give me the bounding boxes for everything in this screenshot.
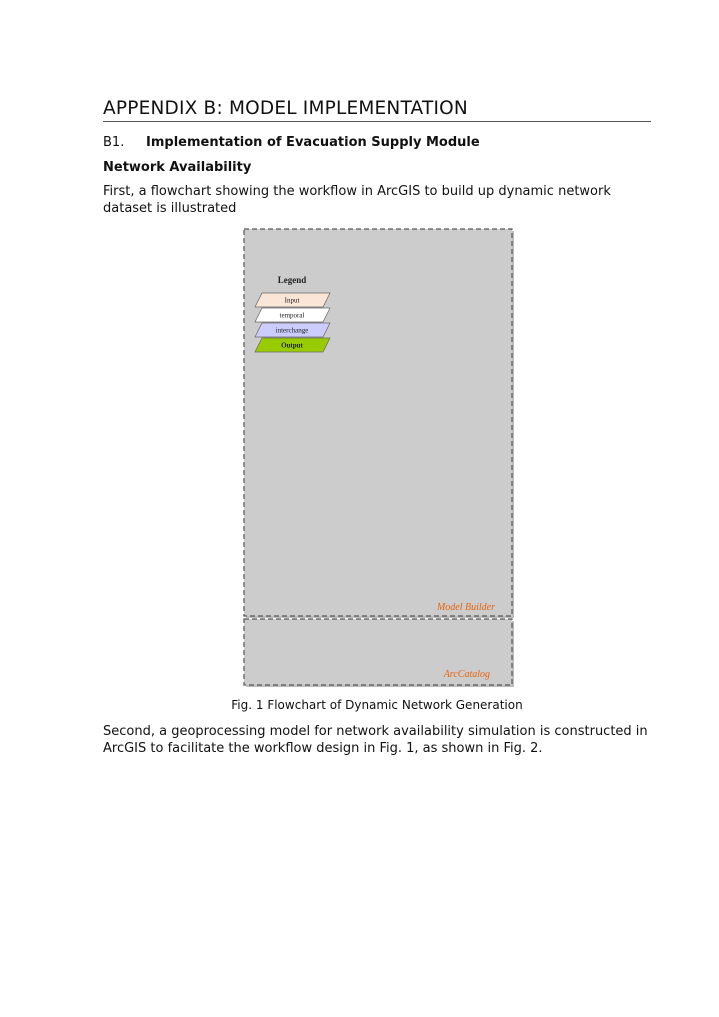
flowchart-figure — [243, 228, 515, 688]
paragraph-intro: First, a flowchart showing the workflow in ArcGIS to build up dynamic network dataset is illustrated — [103, 184, 611, 216]
flowchart-svg — [243, 228, 515, 688]
subheading: Network Availability — [103, 160, 252, 175]
arccatalog-label: ArcCatalog — [443, 669, 490, 680]
legend-title: Legend — [277, 275, 307, 285]
section-title: Implementation of Evacuation Supply Module — [146, 135, 480, 150]
legend-output-label: Output — [281, 341, 303, 350]
paragraph-second: Second, a geoprocessing model for network availability simulation is constructed in ArcGIS to facilitate the workflow design in Fig. 1, as shown in Fig. 2. — [103, 724, 648, 756]
legend-interchange-label: interchange — [275, 326, 309, 335]
model-builder-label: Model Builder — [436, 602, 495, 613]
section-number: B1. — [103, 135, 125, 150]
legend-temporal-label: temporal — [279, 311, 305, 320]
section-heading — [103, 135, 480, 151]
figure-caption: Fig. 1 Flowchart of Dynamic Network Generation — [231, 698, 523, 712]
model-builder-panel — [244, 229, 512, 616]
appendix-title: APPENDIX B: MODEL IMPLEMENTATION — [103, 98, 651, 122]
legend-input-label: Input — [284, 296, 300, 305]
